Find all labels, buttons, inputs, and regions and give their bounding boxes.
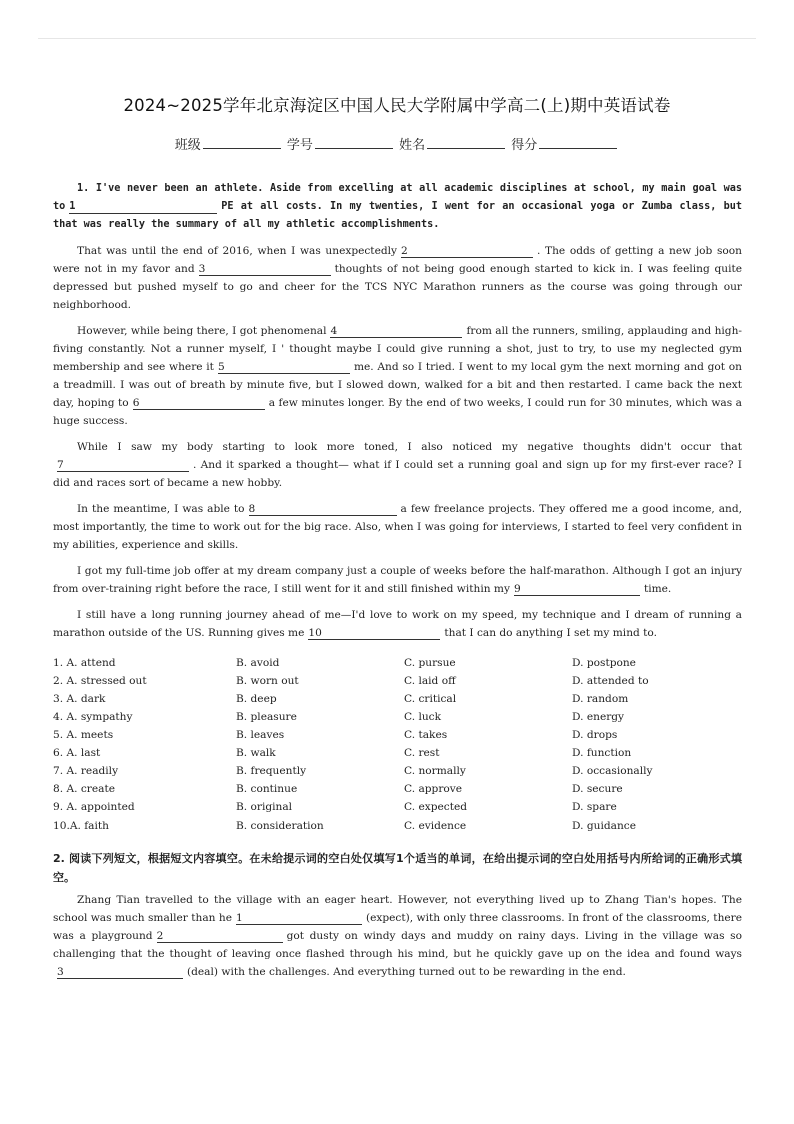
option[interactable]: C. pursue [404,656,456,669]
option[interactable]: B. avoid [236,656,280,669]
q1-intro: 1. I've never been an athlete. Aside from excelling at all academic disciplines at school, my main goal was to 1 PE at all costs. In my twenties, I went for an occasional yoga or Zumba class, but that was really the summary of all my athletic accomplishments. [53,183,742,231]
option[interactable]: B. leaves [236,729,285,742]
option[interactable]: 1. A. attend [53,656,116,669]
blank-9[interactable]: 9 [514,583,640,596]
option[interactable]: D. spare [572,801,617,814]
option[interactable]: B. consideration [236,819,324,832]
option-row-2 [53,672,742,690]
option[interactable]: D. energy [572,711,625,723]
page-title: 2024~2025学年北京海淀区中国人民大学附属中学高二(上)期中英语试卷 [123,96,671,115]
option[interactable]: B. pleasure [236,711,297,723]
option[interactable]: D. function [572,747,632,760]
blank-10[interactable]: 10 [308,627,440,640]
q1-paragraph-1: That was until the end of 2016, when I was unexpectedly 2 . The odds of getting a new job soon were not in my favor and 3 thoughts of not being good enough started to kick in. I was feeling quite depressed but pushed myself to go and cheer for the TCS NYC Marathon runners as the course was going through our neighborhood. [53,244,743,312]
blank-2[interactable]: 2 [401,245,533,258]
name-field[interactable] [427,137,505,149]
option[interactable]: C. normally [404,765,466,778]
option[interactable]: D. postpone [572,656,636,669]
option-row-1 [53,654,742,672]
blank-8[interactable]: 8 [249,503,397,516]
option[interactable]: 6. A. last [53,747,101,760]
blank-4[interactable]: 4 [330,325,462,338]
option[interactable]: 2. A. stressed out [53,674,147,687]
option[interactable]: B. worn out [236,674,299,687]
score-field[interactable] [539,137,617,149]
q1-paragraph-4: In the meantime, I was able to 8 a few freelance projects. They offered me a good income, and, most importantly, the time to work out for the big race. Also, when I was going for interviews, I started to feel very confident in my abilities, experience and skills. [53,502,742,552]
option[interactable]: B. walk [236,747,276,760]
option[interactable]: 4. A. sympathy [53,711,133,723]
q2-heading: 2. 阅读下列短文，根据短文内容填空。在未给提示词的空白处仅填写1个适当的单词，在给出提示词的空白处用括号内所给词的正确形式填空。 [53,851,742,884]
q1-paragraph-2: However, while being there, I got phenomenal 4 from all the runners, smiling, applauding and high-fiving constantly. Not a runner myself, I ' thought maybe I could give running a shot, just to try, to use my neglected gym membership and see where it 5 me. And so I tried. I went to my local gym the next morning and got on a treadmill. I was out of breath by minute five, but I slowed down, walked for a bit and then restarted. I came back the next day, hoping to 6 a few minutes longer. By the end of two weeks, I could run for 30 minutes, which was a huge success. [53,324,743,428]
q2-paragraph: Zhang Tian travelled to the village with an eager heart. However, not everything lived up to Zhang Tian's hopes. The school was much smaller than he 1 (expect), with only three classrooms. In front of the classrooms, there was a playground 2 got dusty on windy days and muddy on rainy days. Living in the village was so challenging that the thought of leaving once flashed through his mind, but he quickly gave up on the idea and found ways3 (deal) with the challenges. And everything turned out to be rewarding in the end. [53,893,742,979]
exam-content [53,180,742,989]
option-row-3 [53,690,742,708]
q2-blank-2[interactable]: 2 [157,930,283,943]
option-row-4 [53,708,742,726]
option[interactable]: D. occasionally [572,765,653,778]
student-id-field[interactable] [315,137,393,149]
option[interactable]: C. laid off [404,674,456,687]
option-row-7 [53,762,742,780]
option[interactable]: 5. A. meets [53,729,114,742]
option-row-5 [53,726,742,744]
option-row-10 [53,817,742,835]
option[interactable]: C. evidence [404,819,467,832]
option[interactable]: C. luck [404,711,442,723]
blank-3[interactable]: 3 [199,263,331,276]
option[interactable]: D. secure [572,783,623,796]
student-info-row [0,134,794,153]
option[interactable]: D. random [572,692,629,705]
q1-paragraph-3: While I saw my body starting to look more toned, I also noticed my negative thoughts didn't occur that7 . And it sparked a thought— what if I could set a running goal and sign up for my first-ever race? I did and races sort of became a new hobby. [53,441,742,490]
option[interactable]: C. rest [404,747,440,760]
class-label: 班级 [174,138,201,153]
q1-paragraph-5: I got my full-time job offer at my dream company just a couple of weeks before the half-marathon. Although I got an injury from over-training right before the race, I still went for it and still finished within my 9 time. [53,564,742,595]
option[interactable]: 7. A. readily [53,765,119,778]
option[interactable]: 3. A. dark [53,692,106,705]
blank-7[interactable]: 7 [57,459,189,472]
option[interactable]: C. expected [404,801,467,814]
option[interactable]: B. continue [236,783,298,796]
option[interactable]: 10.A. faith [53,819,109,832]
option[interactable]: B. frequently [236,765,307,778]
options-table [53,654,742,835]
option[interactable]: C. critical [404,692,457,705]
name-label: 姓名 [399,138,426,153]
option-row-9 [53,798,742,816]
score-label: 得分 [511,138,538,153]
option[interactable]: B. original [236,801,293,814]
blank-5[interactable]: 5 [218,361,350,374]
option[interactable]: 9. A. appointed [53,801,135,814]
option[interactable]: B. deep [236,692,277,705]
option-row-6 [53,744,742,762]
q2-blank-3[interactable]: 3 [57,966,183,979]
option[interactable]: C. takes [404,729,448,742]
option[interactable]: C. approve [404,783,463,796]
option[interactable]: D. guidance [572,819,636,832]
blank-6[interactable]: 6 [133,397,265,410]
top-divider [38,38,756,39]
blank-1[interactable]: 1 [69,201,217,214]
class-field[interactable] [203,137,281,149]
option[interactable]: D. drops [572,729,618,742]
option-row-8 [53,780,742,798]
option[interactable]: 8. A. create [53,783,115,796]
q1-paragraph-6: I still have a long running journey ahead of me—I'd love to work on my speed, my technique and I dream of running a marathon outside of the US. Running gives me 10 that I can do anything I set my mind to. [53,608,742,639]
q2-blank-1[interactable]: 1 [236,912,362,925]
option[interactable]: D. attended to [572,674,649,687]
student-id-label: 学号 [286,138,313,153]
